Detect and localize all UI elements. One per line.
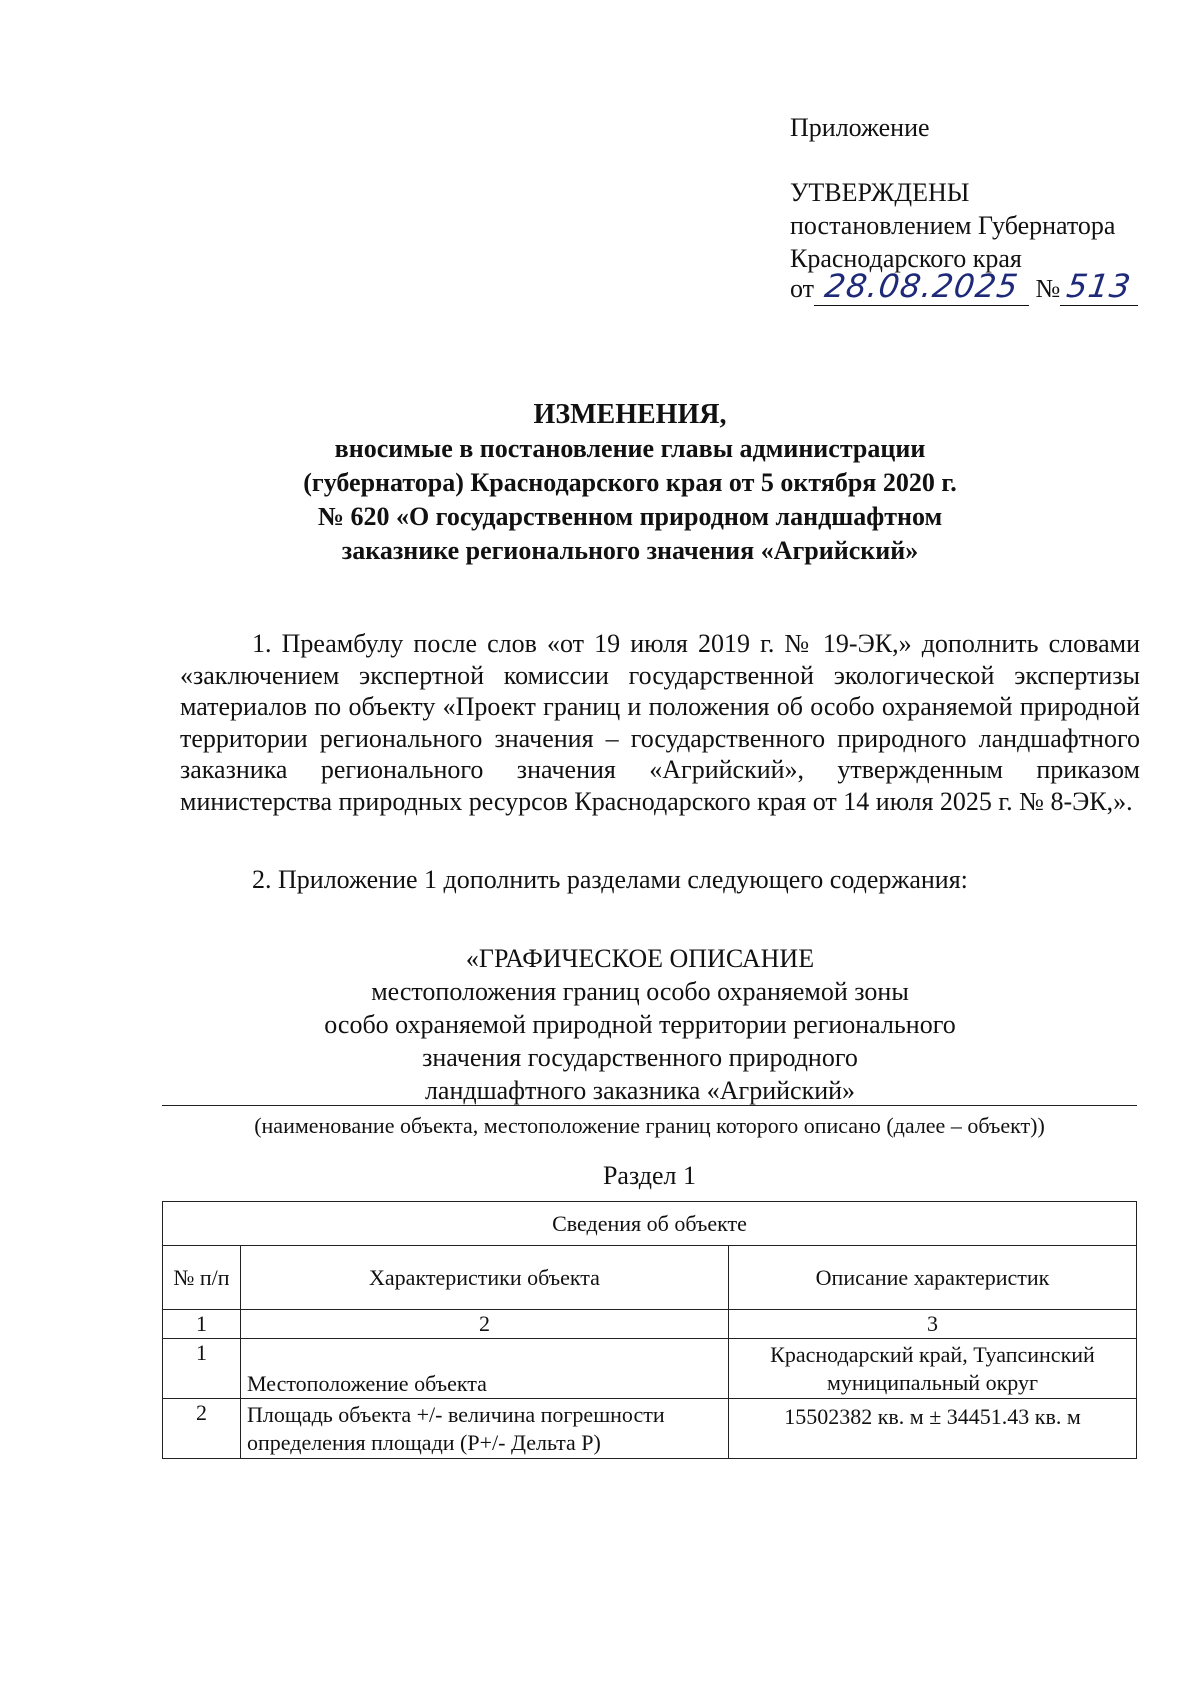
row-characteristic: Площадь объекта +/- величина погрешности определения площади (P+/- Дельта P) (241, 1399, 729, 1459)
title-line5: заказнике регионального значения «Агрийский» (341, 536, 919, 565)
row-characteristic: Местоположение объекта (241, 1339, 729, 1399)
table-column-number-row (163, 1310, 1137, 1339)
approved-by-line1: постановлением Губернатора (790, 211, 1116, 240)
title-line4: № 620 «О государственном природном ландшафтном (317, 502, 943, 531)
gd-line3: особо охраняемой природной территории регионального (324, 1010, 956, 1039)
row-description: 15502382 кв. м ± 34451.43 кв. м (729, 1399, 1137, 1459)
table-header-row (163, 1246, 1137, 1310)
gd-line4: значения государственного природного (422, 1043, 858, 1072)
handwritten-date: 28.08.2025 (822, 267, 1021, 305)
date-field (814, 267, 1029, 306)
header-characteristic: Характеристики объекта (241, 1246, 729, 1310)
gd-line2: местоположения границ особо охраняемой зоны (371, 977, 909, 1006)
date-prefix: от (790, 274, 815, 303)
object-name-caption: (наименование объекта, местоположение границ которого описано (далее – объект)) (254, 1113, 1045, 1138)
number-field (1060, 267, 1138, 306)
gd-line1: «ГРАФИЧЕСКОЕ ОПИСАНИЕ (465, 944, 815, 973)
paragraph-2-text: 2. Приложение 1 дополнить разделами следующего содержания: (252, 865, 968, 894)
table-row (163, 1339, 1137, 1399)
section-title: Раздел 1 (602, 1161, 697, 1190)
approved-label: УТВЕРЖДЕНЫ (790, 178, 970, 207)
paragraph-2 (180, 864, 1140, 896)
table-title-row (163, 1202, 1137, 1246)
appendix-label: Приложение (790, 113, 930, 142)
paragraph-1-text: 1. Преамбулу после слов «от 19 июля 2019 г. № 19-ЭК,» дополнить словами «заключением экспертной комиссии государственной экологической экспертизы материалов по объекту «Проект границ и положения об особо охраняемой природной территории регионального значения – государственного природного ландшафтного заказника регионального значения «Агрийский», утвержденным приказом министерства природных ресурсов Краснодарского края от 14 июля 2025 г. № 8-ЭК,». (180, 629, 1140, 816)
row-num: 1 (163, 1339, 241, 1399)
title-line2: вносимые в постановление главы администрации (334, 434, 926, 463)
paragraph-1 (180, 628, 1140, 817)
handwritten-number: 513 (1064, 267, 1135, 305)
header-description: Описание характеристик (729, 1246, 1137, 1310)
column-number: 1 (163, 1310, 241, 1339)
number-prefix: № (1035, 274, 1061, 303)
document-title (150, 398, 1110, 568)
object-info-table (162, 1201, 1137, 1459)
approval-date-line (790, 267, 1138, 306)
approved-by-line2: Краснодарского края (790, 244, 1022, 273)
table-title: Сведения об объекте (163, 1202, 1137, 1246)
title-line3: (губернатора) Краснодарского края от 5 октября 2020 г. (303, 468, 957, 497)
gd-line5: ландшафтного заказника «Агрийский» (424, 1076, 856, 1105)
column-number: 3 (729, 1310, 1137, 1339)
graphic-description-heading (140, 942, 1140, 1107)
title-line1: ИЗМЕНЕНИЯ, (533, 399, 727, 430)
row-num: 2 (163, 1399, 241, 1459)
row-description: Краснодарский край, Туапсинский муниципальный округ (729, 1339, 1137, 1399)
header-num: № п/п (163, 1246, 241, 1310)
object-name-underline (162, 1105, 1137, 1106)
column-number: 2 (241, 1310, 729, 1339)
table-row (163, 1399, 1137, 1459)
